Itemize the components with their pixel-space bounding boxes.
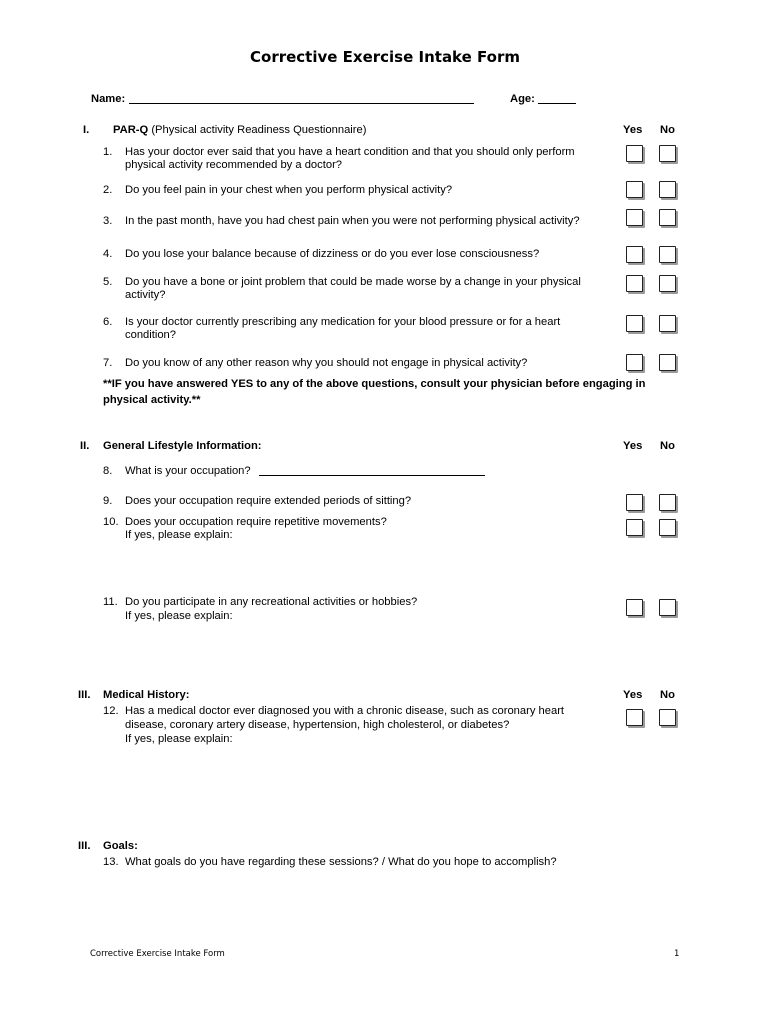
no-column-header: No (660, 440, 675, 452)
parq-warning-cont: physical activity.** (103, 394, 201, 406)
question-1-text: Has your doctor ever said that you have a heart condition and that you should only perform (125, 146, 575, 158)
question-12-text: Has a medical doctor ever diagnosed you with a chronic disease, such as coronary heart (125, 705, 565, 717)
question-3-text: In the past month, have you had chest pain when you were not performing physical activity? (125, 215, 580, 227)
question-12-text-cont: disease, coronary artery disease, hypertension, high cholesterol, or diabetes? (125, 719, 510, 731)
question-10-text: Does your occupation require repetitive movements? (125, 516, 387, 528)
q6-no-checkbox[interactable] (659, 315, 676, 332)
question-13-text: What goals do you have regarding these sessions? / What do you hope to accomplish? (125, 856, 557, 868)
q2-yes-checkbox[interactable] (626, 181, 643, 198)
section-3-heading: Medical History: (103, 689, 190, 701)
question-12-explain-label: If yes, please explain: (125, 733, 233, 745)
q7-yes-checkbox[interactable] (626, 354, 643, 371)
age-field[interactable] (538, 103, 576, 104)
no-column-header: No (660, 689, 675, 701)
q4-yes-checkbox[interactable] (626, 246, 643, 263)
name-label: Name: (91, 93, 126, 105)
question-1-text-cont: physical activity recommended by a doctor? (125, 159, 343, 171)
question-number: 4. (103, 248, 113, 260)
section-3-numeral: III. (78, 689, 91, 701)
question-5-text-cont: activity? (125, 289, 166, 301)
page-title: Corrective Exercise Intake Form (250, 48, 520, 66)
question-8-text: What is your occupation? (125, 465, 251, 477)
q2-no-checkbox[interactable] (659, 181, 676, 198)
q11-no-checkbox[interactable] (659, 599, 676, 616)
question-11-text: Do you participate in any recreational activities or hobbies? (125, 596, 418, 608)
question-number: 9. (103, 495, 113, 507)
question-11-explain-label: If yes, please explain: (125, 610, 233, 622)
section-1-heading (113, 123, 366, 137)
parq-description: (Physical activity Readiness Questionnaire) (148, 124, 367, 136)
q9-yes-checkbox[interactable] (626, 494, 643, 511)
q11-yes-checkbox[interactable] (626, 599, 643, 616)
q10-yes-checkbox[interactable] (626, 519, 643, 536)
q6-yes-checkbox[interactable] (626, 315, 643, 332)
q5-yes-checkbox[interactable] (626, 275, 643, 292)
question-number: 8. (103, 465, 113, 477)
q12-yes-checkbox[interactable] (626, 709, 643, 726)
q7-no-checkbox[interactable] (659, 354, 676, 371)
question-number: 1. (103, 146, 113, 158)
question-number: 12. (103, 705, 119, 717)
question-number: 5. (103, 276, 113, 288)
no-column-header: No (660, 124, 675, 136)
q12-no-checkbox[interactable] (659, 709, 676, 726)
section-4-heading: Goals: (103, 840, 138, 852)
question-6-text-cont: condition? (125, 329, 177, 341)
yes-column-header: Yes (623, 440, 643, 452)
q3-no-checkbox[interactable] (659, 209, 676, 226)
q9-no-checkbox[interactable] (659, 494, 676, 511)
question-6-text: Is your doctor currently prescribing any medication for your blood pressure or for a heart (125, 316, 561, 328)
question-number: 11. (103, 596, 118, 608)
name-field[interactable] (129, 103, 474, 104)
q1-no-checkbox[interactable] (659, 145, 676, 162)
section-4-numeral: III. (78, 840, 91, 852)
question-2-text: Do you feel pain in your chest when you perform physical activity? (125, 184, 453, 196)
question-number: 7. (103, 357, 113, 369)
question-number: 3. (103, 215, 113, 227)
q10-no-checkbox[interactable] (659, 519, 676, 536)
yes-column-header: Yes (623, 689, 643, 701)
occupation-field[interactable] (259, 475, 485, 476)
section-2-heading: General Lifestyle Information: (103, 440, 262, 452)
q1-yes-checkbox[interactable] (626, 145, 643, 162)
parq-warning: **IF you have answered YES to any of the above questions, consult your physician before engaging in (103, 378, 646, 390)
section-2-numeral: II. (80, 440, 90, 452)
question-5-text: Do you have a bone or joint problem that could be made worse by a change in your physical (125, 276, 581, 288)
question-number: 2. (103, 184, 113, 196)
question-number: 6. (103, 316, 113, 328)
section-1-numeral: I. (83, 124, 90, 136)
question-10-explain-label: If yes, please explain: (125, 529, 233, 541)
footer-title: Corrective Exercise Intake Form (90, 949, 225, 959)
question-number: 13. (103, 856, 119, 868)
q3-yes-checkbox[interactable] (626, 209, 643, 226)
question-9-text: Does your occupation require extended periods of sitting? (125, 495, 412, 507)
question-7-text: Do you know of any other reason why you should not engage in physical activity? (125, 357, 528, 369)
q4-no-checkbox[interactable] (659, 246, 676, 263)
page-number: 1 (674, 949, 680, 959)
yes-column-header: Yes (623, 124, 643, 136)
age-label: Age: (510, 93, 535, 105)
parq-label: PAR-Q (113, 124, 149, 136)
question-number: 10. (103, 516, 119, 528)
question-4-text: Do you lose your balance because of dizziness or do you ever lose consciousness? (125, 248, 540, 260)
q5-no-checkbox[interactable] (659, 275, 676, 292)
